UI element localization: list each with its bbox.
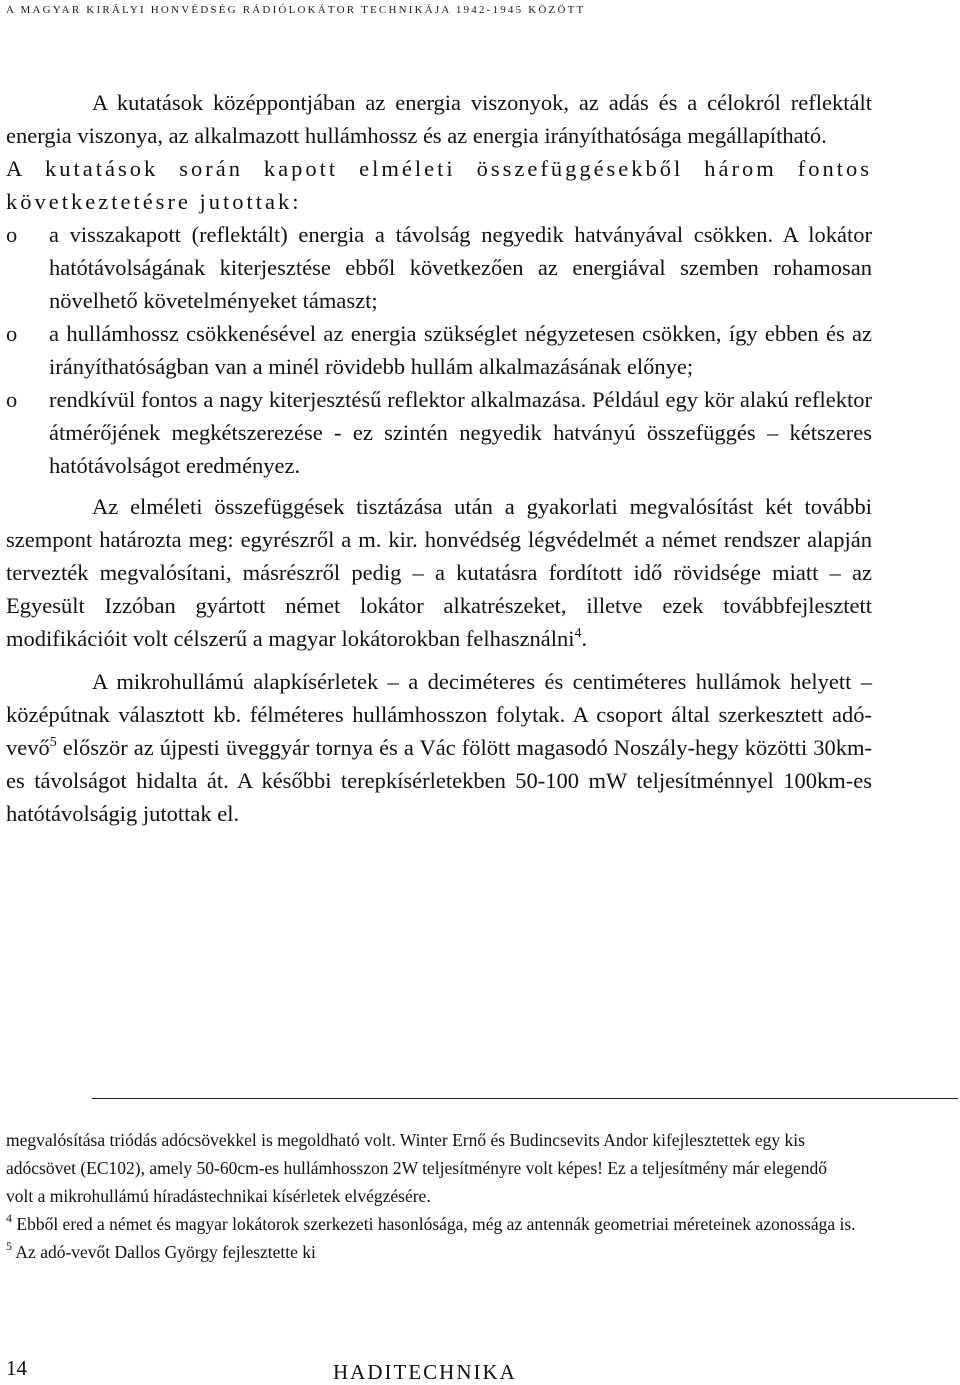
footnotes [6,1126,856,1266]
list-item [6,383,872,482]
journal-name: HADITECHNIKA [333,1360,517,1384]
paragraph-intro: A kutatások középpontjában az energia viszonyok, az adás és a célokról reflektált energia viszonya, az alkalmazott hullámhossz és az energia irányíthatósága megállapítható. [6,90,872,148]
paragraph-end: . [581,626,588,651]
running-head: A MAGYAR KIRÁLYI HONVÉDSÉG RÁDIÓLOKÁTOR TECHNIKÁJA 1942-1945 KÖZÖTT [6,4,586,16]
paragraph-text: Az elméleti összefüggések tisztázása után a gyakorlati megvalósítást két további szempont határozta meg: egyrészről a m. kir. honvédség légvédelmét a német rendszer alapján tervezték megvalósítani, másrészről pedig – a kutatásra fordított idő rövidsége miatt – az Egyesült Izzóban gyártott német lokátor alkatrészeket, illetve ezek továbbfejlesztett modifikációit volt célszerű a magyar lokátorokban felhasználni [6,494,872,651]
list-item-text: a visszakapott (reflektált) energia a távolság negyedik hatványával csökken. A lokátor hatótávolságának kiterjesztése ebből következően az energiával szemben rohamosan növelhető követelményeket támaszt; [49,222,872,313]
article-body [6,86,872,830]
paragraph-practical-realization [6,490,872,655]
paragraph-text: A mikrohullámú alapkísérletek – a deciméteres és centiméteres hullámok helyett – középútnak választott kb. félméteres hullámhosszon folytak. A csoport által szerkesztett adó-vevő [6,669,872,760]
list-item-text: rendkívül fontos a nagy kiterjesztésű reflektor alkalmazása. Például egy kör alakú reflektor átmérőjének megkétszerezése - ez szintén negyedik hatványú összefüggés – kétszeres hatótávolságot eredményez. [49,387,872,478]
bullet-marker: o [6,222,18,247]
footnote-4 [6,1210,856,1238]
footnote-ref-5[interactable]: 5 [49,735,57,750]
conclusions-list [6,218,872,482]
footnote-divider [92,1098,958,1099]
footnote-text: Ebből ered a német és magyar lokátorok szerkezeti hasonlósága, még az antennák geometriai méreteinek azonossága is. [12,1214,856,1234]
footnote-continuation: megvalósítása triódás adócsövekkel is megoldható volt. Winter Ernő és Budincsevits Andor kifejlesztettek egy kis adócsövet (EC102), amely 50-60cm-es hullámhosszon 2W teljesítményre volt képes! Ez a teljesítmény már elegendő volt a mikrohullámú híradástechnikai kísérletek elvégzésére. [6,1130,827,1206]
paragraph-text-continued: először az újpesti üveggyár tornya és a Vác fölött magasodó Noszály-hegy közötti 30km-es távolságot hidalta át. A későbbi terepkísérletekben 50-100 mW teljesítménnyel 100km-es hatótávolságig jutottak el. [6,735,872,826]
bullet-marker: o [6,321,18,346]
page-number: 14 [6,1356,27,1380]
paragraph-microwave-experiments [6,665,872,830]
list-item [6,317,872,383]
footnote-number: 4 [6,1211,12,1225]
paragraph-conclusions-lead: A kutatások során kapott elméleti összefüggésekből három fontos következtetésre jutottak: [6,156,872,214]
footnote-5 [6,1238,856,1266]
footnote-ref-4[interactable]: 4 [574,626,582,641]
footnote-number: 5 [6,1239,12,1253]
footnote-text: Az adó-vevőt Dallos György fejlesztette ki [12,1242,316,1262]
list-item [6,218,872,317]
list-item-text: a hullámhossz csökkenésével az energia szükséglet négyzetesen csökken, így ebben és az irányíthatóságban van a minél rövidebb hullám alkalmazásának előnye; [49,321,872,379]
bullet-marker: o [6,387,18,412]
